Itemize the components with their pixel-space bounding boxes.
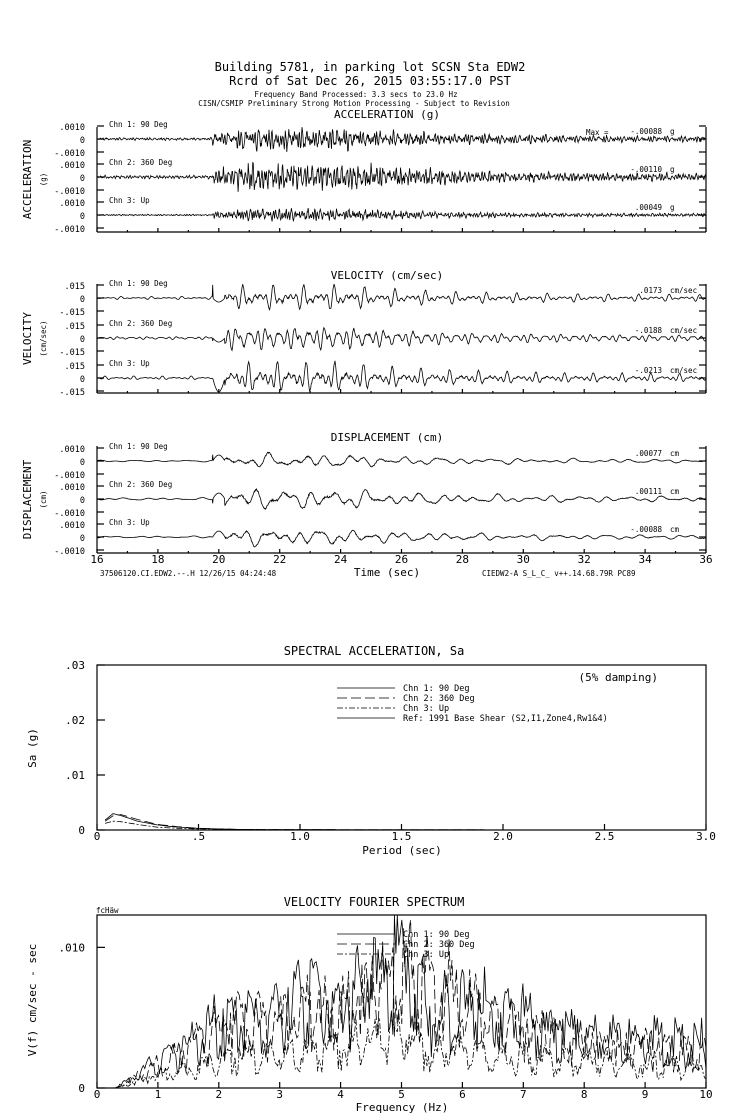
peak-value: .00111 [634, 487, 662, 496]
trace-1 [97, 452, 706, 467]
peak-unit: g [670, 165, 675, 174]
channel-label: Chn 1: 90 Deg [109, 442, 168, 451]
series-1 [105, 814, 706, 830]
y-tick-label: .0010 [59, 445, 85, 455]
series-2 [105, 815, 706, 830]
footer-processing-id: CIEDW2-A S_L_C_ v++.14.68.79R PC89 [482, 569, 636, 578]
x-tick-label: 10 [699, 1088, 713, 1101]
y-tick-label: 0 [78, 1082, 85, 1095]
peak-unit: cm/sec [670, 326, 698, 335]
x-tick-label: 2 [215, 1088, 223, 1101]
plot-frame [97, 665, 706, 830]
plot-frame [97, 915, 706, 1088]
y-tick-label: -.0010 [54, 509, 85, 519]
x-tick-label: 5 [398, 1088, 405, 1101]
spectral-acceleration-chart [65, 659, 716, 843]
y-tick-label: .015 [64, 322, 85, 332]
y-tick-label: .0010 [59, 199, 85, 209]
y-tick-label: 0 [79, 534, 85, 544]
y-tick-label: 0 [79, 295, 85, 305]
trace-1 [97, 284, 706, 310]
y-tick-label: .03 [65, 659, 85, 672]
y-tick-label: -.0010 [54, 471, 85, 481]
x-tick-label: 20 [212, 553, 226, 566]
x-tick-label: 0 [93, 830, 101, 843]
y-tick-label: 0 [79, 375, 85, 385]
peak-value: .0173 [639, 286, 662, 295]
x-tick-label: 1.5 [391, 830, 412, 843]
sa-x-label: Period (sec) [362, 844, 442, 857]
channel-label: Chn 3: Up [109, 359, 150, 368]
footer-file-id: 37506120.CI.EDW2.--.H 12/26/15 04:24:48 [100, 569, 277, 578]
trace-2 [97, 163, 706, 192]
panel-title: ACCELERATION (g) [334, 108, 440, 121]
header-record-time: Rcrd of Sat Dec 26, 2015 03:55:17.0 PST [229, 74, 511, 88]
y-tick-label: .02 [65, 714, 85, 727]
y-axis-unit: (cm/sec) [39, 320, 48, 357]
sa-title: SPECTRAL ACCELERATION, Sa [283, 644, 465, 658]
series-3 [105, 821, 706, 830]
fourier-corner-label: fcHäw [96, 906, 119, 915]
x-tick-label: 6 [459, 1088, 466, 1101]
peak-value: -.00110 [630, 165, 662, 174]
y-axis-title: ACCELERATION [21, 139, 34, 220]
fourier-x-label: Frequency (Hz) [355, 1101, 449, 1114]
x-tick-label: 2.5 [594, 830, 615, 843]
header-frequency-band: Frequency Band Processed: 3.3 secs to 23.0 Hz [254, 90, 458, 99]
x-tick-label: 26 [394, 553, 409, 566]
x-tick-label: 1 [154, 1088, 162, 1101]
y-tick-label: -.015 [59, 348, 85, 358]
trace-3 [97, 361, 706, 392]
y-axis-unit: (g) [39, 172, 48, 187]
trace-3 [97, 530, 706, 547]
peak-value: .00077 [634, 449, 662, 458]
y-tick-label: 0 [79, 335, 85, 345]
header-processing-note: CISN/CSMIP Preliminary Strong Motion Processing - Subject to Revision [198, 99, 510, 108]
fourier-y-label: V(f) cm/sec - sec [26, 943, 39, 1057]
peak-value: .00049 [634, 203, 662, 212]
y-tick-label: .015 [64, 282, 85, 292]
y-axis-title: VELOCITY [21, 312, 34, 365]
y-axis-unit: (cm) [39, 490, 48, 509]
time-series-panels [21, 108, 713, 566]
peak-value: -.00088 [630, 127, 662, 136]
x-tick-label: 30 [516, 553, 530, 566]
sa-y-label: Sa (g) [26, 728, 39, 768]
panel-acceleration [21, 108, 706, 235]
x-tick-label: 36 [699, 553, 713, 566]
x-tick-label: .5 [191, 830, 206, 843]
channel-label: Chn 1: 90 Deg [109, 279, 168, 288]
x-tick-label: 1.0 [290, 830, 310, 843]
y-axis-title: DISPLACEMENT [21, 459, 34, 540]
panel-velocity [21, 269, 706, 398]
y-tick-label: 0 [79, 136, 85, 146]
x-tick-label: 4 [337, 1088, 344, 1101]
legend-label: Chn 3: Up [403, 950, 450, 960]
y-tick-label: .015 [64, 362, 85, 372]
sa-damping-note: (5% damping) [578, 671, 658, 684]
y-tick-label: .0010 [59, 123, 85, 133]
header-station: Building 5781, in parking lot SCSN Sta EDW2 [214, 60, 526, 74]
legend-label: Chn 2: 360 Deg [403, 940, 475, 950]
max-label: Max = [586, 128, 609, 137]
panel-displacement [21, 431, 713, 566]
peak-unit: cm/sec [670, 366, 698, 375]
x-tick-label: 3 [276, 1088, 284, 1101]
panel-title: VELOCITY (cm/sec) [330, 269, 444, 282]
y-tick-label: 0 [78, 824, 85, 837]
panel-title: DISPLACEMENT (cm) [330, 431, 444, 444]
x-tick-label: 8 [580, 1088, 588, 1101]
peak-value: -.00088 [630, 525, 662, 534]
channel-label: Chn 2: 360 Deg [109, 158, 173, 167]
y-tick-label: 0 [79, 212, 85, 222]
peak-unit: g [670, 203, 675, 212]
trace-3 [97, 208, 706, 221]
y-tick-label: 0 [79, 458, 85, 468]
y-tick-label: -.0010 [54, 187, 85, 197]
x-tick-label: 22 [273, 553, 287, 566]
legend-label: Chn 3: Up [403, 704, 450, 714]
time-axis-label: Time (sec) [353, 566, 421, 579]
x-tick-label: 3.0 [696, 830, 716, 843]
trace-2 [97, 489, 706, 509]
channel-label: Chn 2: 360 Deg [109, 319, 173, 328]
legend-label: Chn 1: 90 Deg [403, 930, 470, 940]
y-tick-label: 0 [79, 174, 85, 184]
channel-label: Chn 1: 90 Deg [109, 120, 168, 129]
x-tick-label: 34 [638, 553, 652, 566]
velocity-fourier-chart [59, 915, 713, 1101]
x-tick-label: 2.0 [493, 830, 513, 843]
y-tick-label: -.015 [59, 388, 85, 398]
legend-label: Chn 2: 360 Deg [403, 694, 475, 704]
y-tick-label: .0010 [59, 161, 85, 171]
y-tick-label: -.0010 [54, 149, 85, 159]
x-tick-label: 18 [151, 553, 165, 566]
peak-unit: cm [670, 487, 680, 496]
trace-1 [97, 127, 706, 152]
x-tick-label: 28 [455, 553, 470, 566]
peak-value: -.0213 [634, 366, 662, 375]
y-tick-label: .0010 [59, 521, 85, 531]
y-tick-label: .0010 [59, 483, 85, 493]
peak-value: -.0188 [634, 326, 662, 335]
y-tick-label: -.0010 [54, 225, 85, 235]
channel-label: Chn 3: Up [109, 518, 150, 527]
peak-unit: cm/sec [670, 286, 698, 295]
peak-unit: cm [670, 449, 680, 458]
peak-unit: cm [670, 525, 680, 534]
fourier-title: VELOCITY FOURIER SPECTRUM [283, 895, 465, 909]
legend-label: Chn 1: 90 Deg [403, 684, 470, 694]
y-tick-label: .01 [65, 769, 85, 782]
channel-label: Chn 3: Up [109, 196, 150, 205]
x-tick-label: 32 [577, 553, 591, 566]
y-tick-label: -.015 [59, 308, 85, 318]
x-tick-label: 24 [333, 553, 348, 566]
x-tick-label: 0 [93, 1088, 101, 1101]
peak-unit: g [670, 127, 675, 136]
y-tick-label: -.0010 [54, 547, 85, 557]
legend-label: Ref: 1991 Base Shear (S2,I1,Zone4,Rw1&4) [403, 714, 608, 724]
y-tick-label: 0 [79, 496, 85, 506]
trace-2 [97, 328, 706, 351]
x-tick-label: 9 [641, 1088, 649, 1101]
channel-label: Chn 2: 360 Deg [109, 480, 173, 489]
x-tick-label: 7 [519, 1088, 527, 1101]
y-tick-label: .010 [58, 941, 85, 955]
x-tick-label: 16 [90, 553, 104, 566]
